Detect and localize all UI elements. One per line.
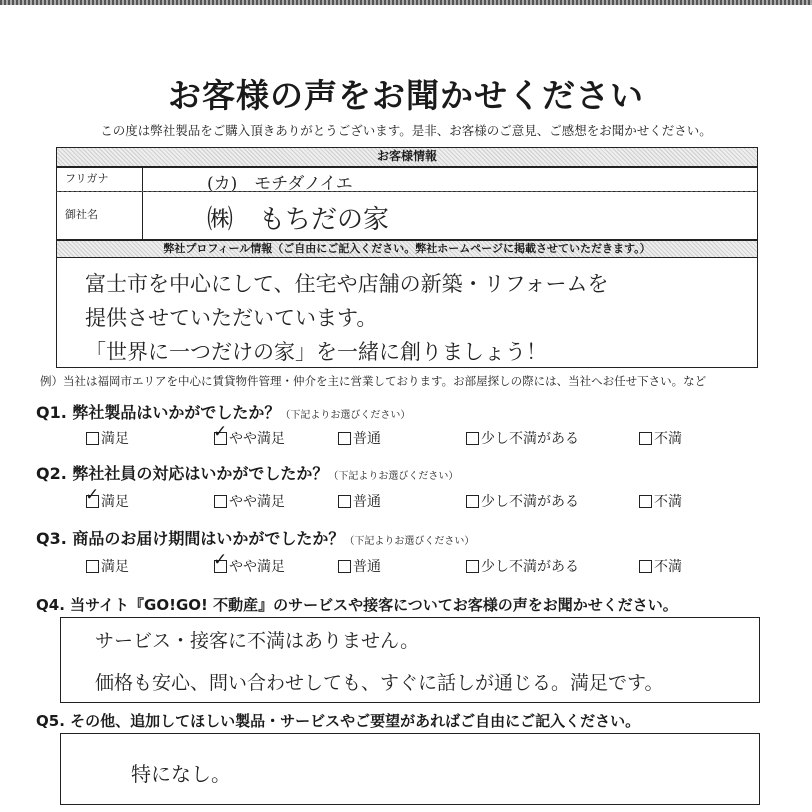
customer-info-header — [56, 147, 758, 167]
option-label: 普通 — [353, 431, 381, 447]
q1-option-slightly-dissatisfied[interactable] — [466, 428, 579, 448]
q4-answer-line: 価格も安心、問い合わせしても、すぐに話しが通じる。満足です。 — [95, 672, 664, 694]
form-subtitle: この度は弊社製品をご購入頂きありがとうございます。是非、お客様のご意見、ご感想をお聞かせください。 — [100, 123, 712, 138]
q3-option-dissatisfied[interactable] — [639, 556, 682, 576]
option-label: 不満 — [654, 559, 682, 575]
q2-option-somewhat-satisfied[interactable] — [214, 491, 285, 511]
option-label: やや満足 — [229, 494, 285, 510]
option-label: 少し不満がある — [481, 559, 579, 575]
option-label: 満足 — [101, 559, 129, 575]
furigana-label: フリガナ — [57, 168, 143, 191]
checkbox[interactable] — [85, 485, 100, 508]
profile-header — [56, 240, 758, 258]
checkbox[interactable] — [338, 432, 351, 445]
checkbox[interactable] — [213, 550, 228, 573]
q3-option-neutral[interactable] — [338, 556, 381, 576]
q2-note: （下記よりお選びください） — [328, 471, 459, 482]
q1-note: （下記よりお選びください） — [280, 410, 411, 421]
option-label: やや満足 — [229, 431, 285, 447]
option-label: 普通 — [353, 494, 381, 510]
scan-border — [0, 0, 812, 5]
option-label: 少し不満がある — [481, 494, 579, 510]
q1-option-somewhat-satisfied[interactable] — [213, 422, 285, 448]
q1-option-neutral[interactable] — [338, 428, 381, 448]
q4-question: Q4. 当サイト『GO!GO! 不動産』のサービスや接客についてお客様の声をお聞かせください。 — [36, 596, 678, 614]
checkbox[interactable] — [466, 560, 479, 573]
checkbox[interactable] — [86, 560, 99, 573]
company-value[interactable]: ㈱ もちだの家 — [207, 205, 390, 235]
checkbox[interactable] — [338, 560, 351, 573]
company-label: 御社名 — [57, 192, 143, 239]
q1-option-dissatisfied[interactable] — [639, 428, 682, 448]
q3-option-somewhat-satisfied[interactable] — [213, 550, 285, 576]
q1-question — [36, 400, 410, 423]
furigana-value[interactable]: (カ) モチダノイエ — [207, 174, 353, 194]
option-label: 不満 — [654, 431, 682, 447]
checkbox[interactable] — [466, 432, 479, 445]
option-label: 普通 — [353, 559, 381, 575]
q2-option-neutral[interactable] — [338, 491, 381, 511]
q1-text: Q1. 弊社製品はいかがでしたか？ — [36, 403, 281, 422]
check-mark-icon: ✓ — [85, 485, 100, 505]
checkbox[interactable] — [639, 560, 652, 573]
checkbox[interactable] — [213, 422, 228, 445]
profile-title: 弊社プロフィール情報（ご自由にご記入ください。弊社ホームページに掲載させていただきます。） — [163, 242, 651, 255]
check-mark-icon: ✓ — [213, 550, 228, 570]
q2-option-slightly-dissatisfied[interactable] — [466, 491, 579, 511]
q3-text: Q3. 商品のお届け期間はいかがでしたか？ — [36, 529, 345, 548]
option-label: 満足 — [101, 431, 129, 447]
q4-answer-line: サービス・接客に不満はありません。 — [95, 630, 420, 652]
q3-option-slightly-dissatisfied[interactable] — [466, 556, 579, 576]
profile-line: 「世界に一つだけの家」を一緒に創りましょう！ — [85, 340, 547, 364]
q2-text: Q2. 弊社社員の対応はいかがでしたか？ — [36, 464, 329, 483]
profile-example: 例）当社は福岡市エリアを中心に賃貸物件管理・仲介を主に営業しております。お部屋探しの際には、当社へお任せ下さい。など — [40, 374, 707, 388]
furigana-row — [56, 167, 758, 192]
q5-question: Q5. その他、追加してほしい製品・サービスやご要望があればご自由にご記入ください。 — [36, 712, 641, 730]
checkbox[interactable] — [338, 495, 351, 508]
option-label: 不満 — [654, 494, 682, 510]
checkbox[interactable] — [466, 495, 479, 508]
option-label: 少し不満がある — [481, 431, 579, 447]
q5-answer-box[interactable] — [60, 733, 760, 805]
q4-answer-box[interactable] — [60, 617, 760, 703]
check-mark-icon: ✓ — [213, 422, 228, 442]
q2-option-dissatisfied[interactable] — [639, 491, 682, 511]
checkbox[interactable] — [214, 495, 227, 508]
company-row — [56, 191, 758, 240]
checkbox[interactable] — [639, 495, 652, 508]
customer-info-title: お客様情報 — [376, 149, 437, 163]
profile-answer-box[interactable] — [56, 258, 758, 368]
form-title: お客様の声をお聞かせください — [168, 76, 644, 115]
profile-line: 提供させていただいています。 — [85, 306, 378, 330]
q3-note: （下記よりお選びください） — [344, 536, 475, 547]
checkbox[interactable] — [86, 432, 99, 445]
q5-answer: 特になし。 — [131, 762, 231, 786]
q3-question — [36, 526, 474, 549]
q2-option-satisfied[interactable] — [85, 485, 129, 511]
option-label: 満足 — [101, 494, 129, 510]
checkbox[interactable] — [639, 432, 652, 445]
q1-option-satisfied[interactable] — [86, 428, 129, 448]
q2-question — [36, 461, 458, 484]
profile-line: 富士市を中心にして、住宅や店舗の新築・リフォームを — [85, 272, 609, 296]
option-label: やや満足 — [229, 559, 285, 575]
q3-option-satisfied[interactable] — [86, 556, 129, 576]
